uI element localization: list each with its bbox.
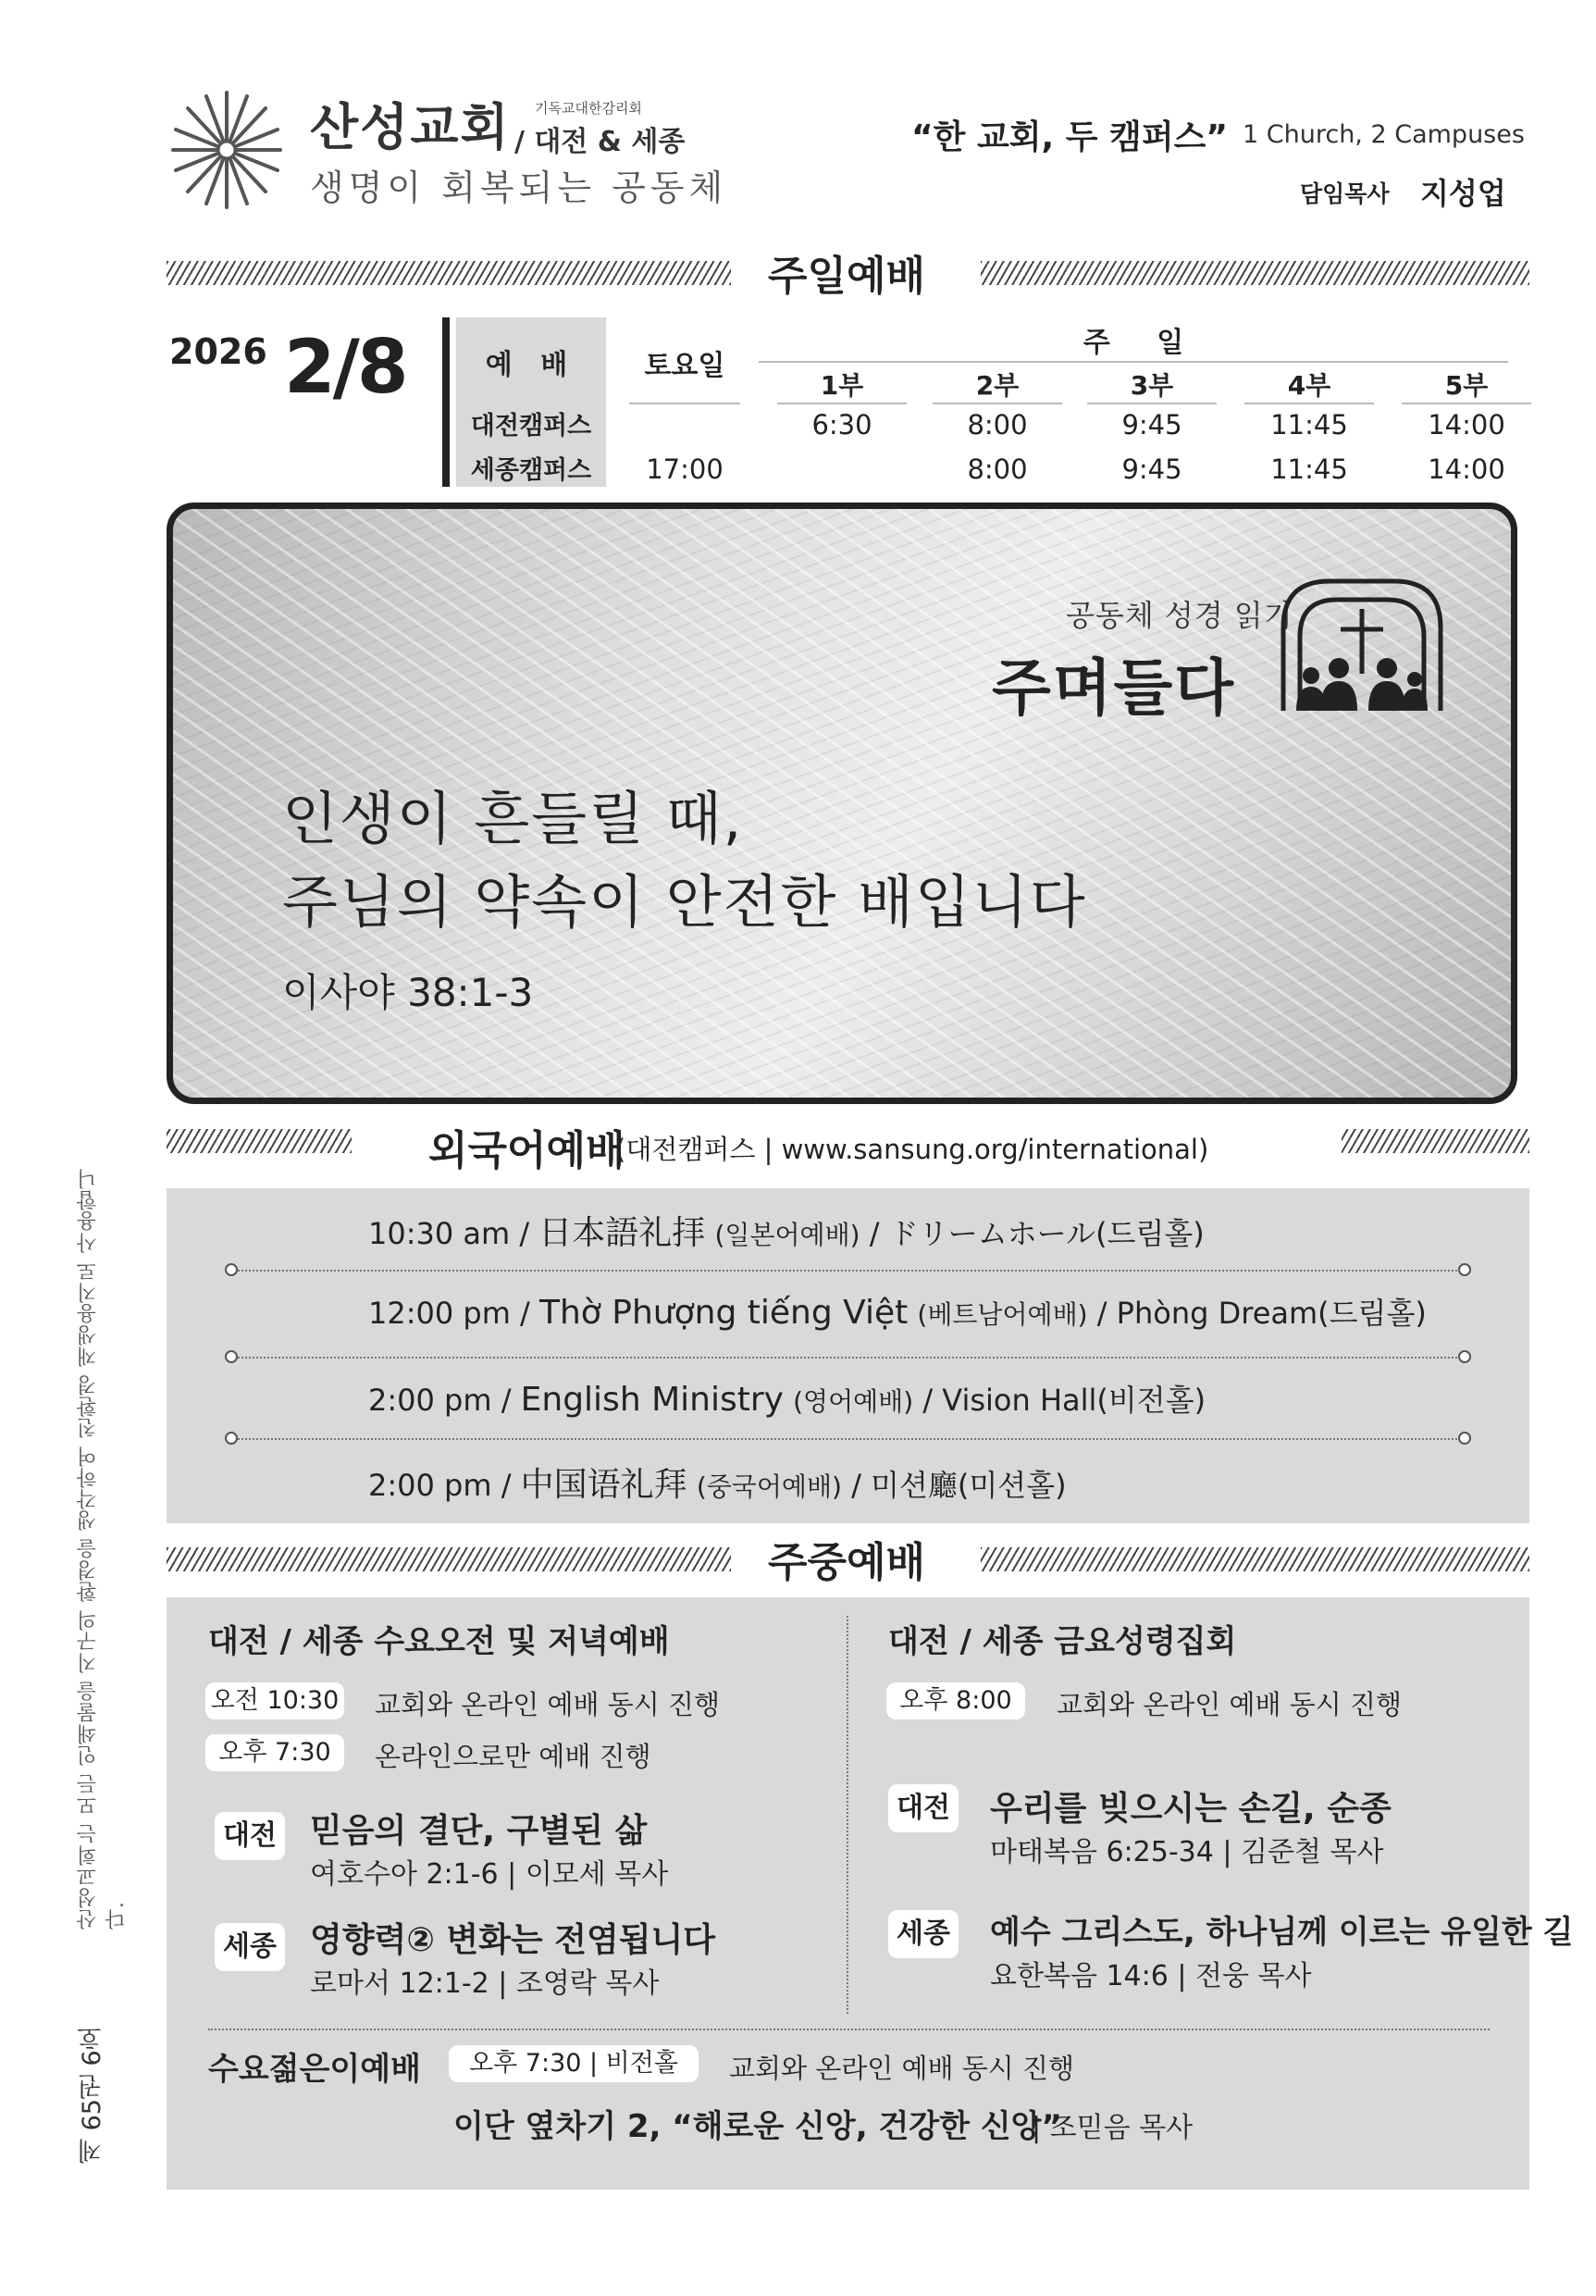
divider-dot bbox=[225, 1263, 238, 1276]
service-header-3: 3부 bbox=[1130, 370, 1174, 401]
church-arch-family-icon bbox=[1274, 572, 1450, 720]
sermon-title: 영향력② 변화는 전염됩니다 bbox=[310, 1921, 716, 1959]
time-description: 온라인으로만 예배 진행 bbox=[375, 1741, 651, 1772]
service-header-rule bbox=[1244, 403, 1374, 404]
service-header-rule bbox=[1087, 403, 1217, 404]
service-language: (일본어예배) bbox=[714, 1220, 860, 1250]
campus-names: / 대전 & 세종 bbox=[514, 126, 686, 158]
daejeon-time-4: 11:45 bbox=[1270, 409, 1348, 441]
church-motto: 생명이 회복되는 공동체 bbox=[310, 168, 728, 208]
youth-service-heading: 수요젊은이예배 bbox=[208, 2051, 421, 2088]
divider-dot bbox=[1458, 1432, 1471, 1445]
campus-badge: 세종 bbox=[888, 1910, 959, 1958]
time-description: 교회와 온라인 예배 동시 진행 bbox=[375, 1689, 721, 1720]
sermon-banner bbox=[167, 503, 1517, 1104]
church-logo-icon bbox=[171, 85, 282, 215]
row-divider bbox=[231, 1270, 1465, 1272]
banner-message-line2: 주님의 약속이 안전한 배입니다 bbox=[282, 868, 1087, 936]
service-name: 日本語礼拝 bbox=[538, 1214, 706, 1252]
sunday-header: 주 일 bbox=[1083, 327, 1203, 359]
service-place: / Vision Hall(비전홀) bbox=[922, 1383, 1206, 1418]
service-name: Thờ Phượng tiếng Việt bbox=[539, 1294, 909, 1332]
church-name: 산성교회 bbox=[310, 98, 511, 156]
time-badge: 오후 7:30 bbox=[205, 1734, 344, 1771]
weekday-worship-panel bbox=[167, 1597, 1574, 2190]
slogan-english: 1 Church, 2 Campuses bbox=[1243, 120, 1525, 149]
banner-scripture-reference: 이사야 38:1-3 bbox=[282, 970, 534, 1015]
daejeon-time-3: 9:45 bbox=[1121, 409, 1182, 441]
sejong-time-2: 8:00 bbox=[967, 453, 1028, 485]
time-description: 교회와 온라인 예배 동시 진행 bbox=[729, 2053, 1075, 2084]
service-name: English Ministry bbox=[520, 1381, 784, 1419]
section-title-foreign: 외국어예배 bbox=[428, 1127, 625, 1174]
youth-time-badge: 오후 7:30 | 비전홀 bbox=[449, 2045, 699, 2082]
label-daejeon-campus: 대전캠퍼스 bbox=[470, 412, 592, 441]
service-time: 10:30 am / bbox=[368, 1216, 530, 1251]
wednesday-service-heading: 대전 / 세종 수요오전 및 저녁예배 bbox=[208, 1623, 670, 1660]
issue-number: 제 65권 6호 bbox=[78, 2025, 106, 2164]
service-name: 中国语礼拜 bbox=[520, 1466, 687, 1504]
sermon-title: 예수 그리스도, 하나님께 이르는 유일한 길 bbox=[990, 1914, 1574, 1951]
service-header-rule bbox=[1402, 403, 1531, 404]
sermon-reference: 여호수아 2:1-6 | 이모세 목사 bbox=[310, 1858, 669, 1891]
label-worship: 예 배 bbox=[485, 349, 577, 381]
list-item bbox=[368, 1458, 1067, 1506]
friday-service-heading: 대전 / 세종 금요성령집회 bbox=[888, 1623, 1237, 1660]
sermon-title: 우리를 빚으시는 손길, 순종 bbox=[990, 1790, 1392, 1828]
youth-sermon-title: 이단 옆차기 2, “해로운 신앙, 건강한 신앙” bbox=[453, 2108, 1062, 2145]
time-badge: 오후 8:00 bbox=[886, 1682, 1025, 1719]
banner-subtitle: 공동체 성경 읽기 bbox=[1066, 598, 1293, 633]
section-divider-right bbox=[981, 1547, 1529, 1571]
service-header-rule bbox=[777, 403, 907, 404]
denomination: 기독교대한감리회 bbox=[535, 100, 642, 117]
saturday-header: 토요일 bbox=[644, 350, 725, 382]
service-language: (베트남어예배) bbox=[917, 1299, 1088, 1330]
row-divider bbox=[231, 1357, 1465, 1359]
sermon-title: 믿음의 결단, 구별된 삶 bbox=[310, 1812, 648, 1850]
service-header-1: 1부 bbox=[820, 370, 864, 401]
service-time: 2:00 pm / bbox=[368, 1383, 512, 1418]
campus-badge: 세종 bbox=[215, 1923, 285, 1971]
sermon-reference: 마태복음 6:25-34 | 김준철 목사 bbox=[990, 1836, 1384, 1868]
row-divider bbox=[231, 1438, 1465, 1440]
schedule-label-column bbox=[456, 317, 606, 487]
banner-message-line1: 인생이 흔들릴 때, bbox=[282, 785, 744, 852]
time-badge: 오전 10:30 bbox=[205, 1682, 344, 1719]
section-title-weekday: 주중예배 bbox=[767, 1539, 925, 1586]
time-description: 교회와 온라인 예배 동시 진행 bbox=[1057, 1689, 1403, 1720]
slogan: “한 교회, 두 캠퍼스” bbox=[911, 118, 1229, 156]
service-header-rule bbox=[933, 403, 1062, 404]
sejong-time-4: 11:45 bbox=[1270, 453, 1348, 485]
service-language: (영어예배) bbox=[793, 1386, 914, 1417]
banner-title: 주며들다 bbox=[992, 652, 1236, 724]
service-time: 2:00 pm / bbox=[368, 1468, 512, 1503]
section-divider-right bbox=[1342, 1129, 1529, 1153]
service-place: / ドリームホール(드림홀) bbox=[869, 1216, 1205, 1251]
section-divider-right bbox=[981, 261, 1529, 285]
foreign-worship-subtitle: (대전캠퍼스 | www.sansung.org/international) bbox=[615, 1134, 1209, 1165]
pastor-name: 지성업 bbox=[1420, 176, 1506, 211]
pastor-label: 담임목사 bbox=[1300, 180, 1390, 207]
column-divider bbox=[847, 1616, 848, 2014]
service-place: / Phòng Dream(드림홀) bbox=[1096, 1296, 1427, 1331]
saturday-header-rule bbox=[629, 403, 740, 404]
section-divider-left bbox=[167, 1129, 352, 1153]
section-divider-left bbox=[167, 1547, 731, 1571]
daejeon-time-5: 14:00 bbox=[1428, 409, 1505, 441]
youth-divider bbox=[208, 2029, 1490, 2030]
daejeon-time-1: 6:30 bbox=[811, 409, 872, 441]
foreign-worship-list bbox=[167, 1188, 1529, 1523]
sermon-reference: 요한복음 14:6 | 전웅 목사 bbox=[990, 1960, 1312, 1992]
youth-sermon-speaker: | 조믿음 목사 bbox=[1032, 2112, 1194, 2144]
divider-dot bbox=[225, 1350, 238, 1363]
campus-badge: 대전 bbox=[215, 1812, 285, 1860]
section-title-sunday: 주일예배 bbox=[767, 253, 925, 300]
label-sejong-campus: 세종캠퍼스 bbox=[470, 456, 592, 485]
eco-paper-note: 산성교회는 모든 인쇄물을 지구의 환경을 생각하여 친환경 재생용지로 사용합니다. bbox=[77, 1168, 129, 1930]
service-language: (중국어예배) bbox=[696, 1471, 842, 1502]
bulletin-date: 2/8 bbox=[284, 324, 406, 410]
list-item bbox=[368, 1207, 1205, 1254]
service-header-5: 5부 bbox=[1444, 370, 1489, 401]
bulletin-year: 2026 bbox=[169, 331, 267, 372]
section-divider-left bbox=[167, 261, 731, 285]
sejong-time-3: 9:45 bbox=[1121, 453, 1182, 485]
service-header-2: 2부 bbox=[975, 370, 1020, 401]
divider-dot bbox=[1458, 1350, 1471, 1363]
sejong-saturday-time: 17:00 bbox=[646, 453, 724, 485]
schedule-divider bbox=[442, 317, 450, 487]
sejong-time-5: 14:00 bbox=[1428, 453, 1505, 485]
sermon-reference: 로마서 12:1-2 | 조영락 목사 bbox=[310, 1967, 660, 2000]
divider-dot bbox=[225, 1432, 238, 1445]
service-header-4: 4부 bbox=[1287, 370, 1331, 401]
list-item bbox=[368, 1377, 1206, 1420]
campus-badge: 대전 bbox=[888, 1784, 959, 1832]
sunday-header-rule bbox=[759, 361, 1508, 363]
list-item bbox=[368, 1290, 1427, 1333]
divider-dot bbox=[1458, 1263, 1471, 1276]
service-place: / 미션廳(미션홀) bbox=[851, 1468, 1067, 1503]
service-time: 12:00 pm / bbox=[368, 1296, 530, 1331]
daejeon-time-2: 8:00 bbox=[967, 409, 1028, 441]
